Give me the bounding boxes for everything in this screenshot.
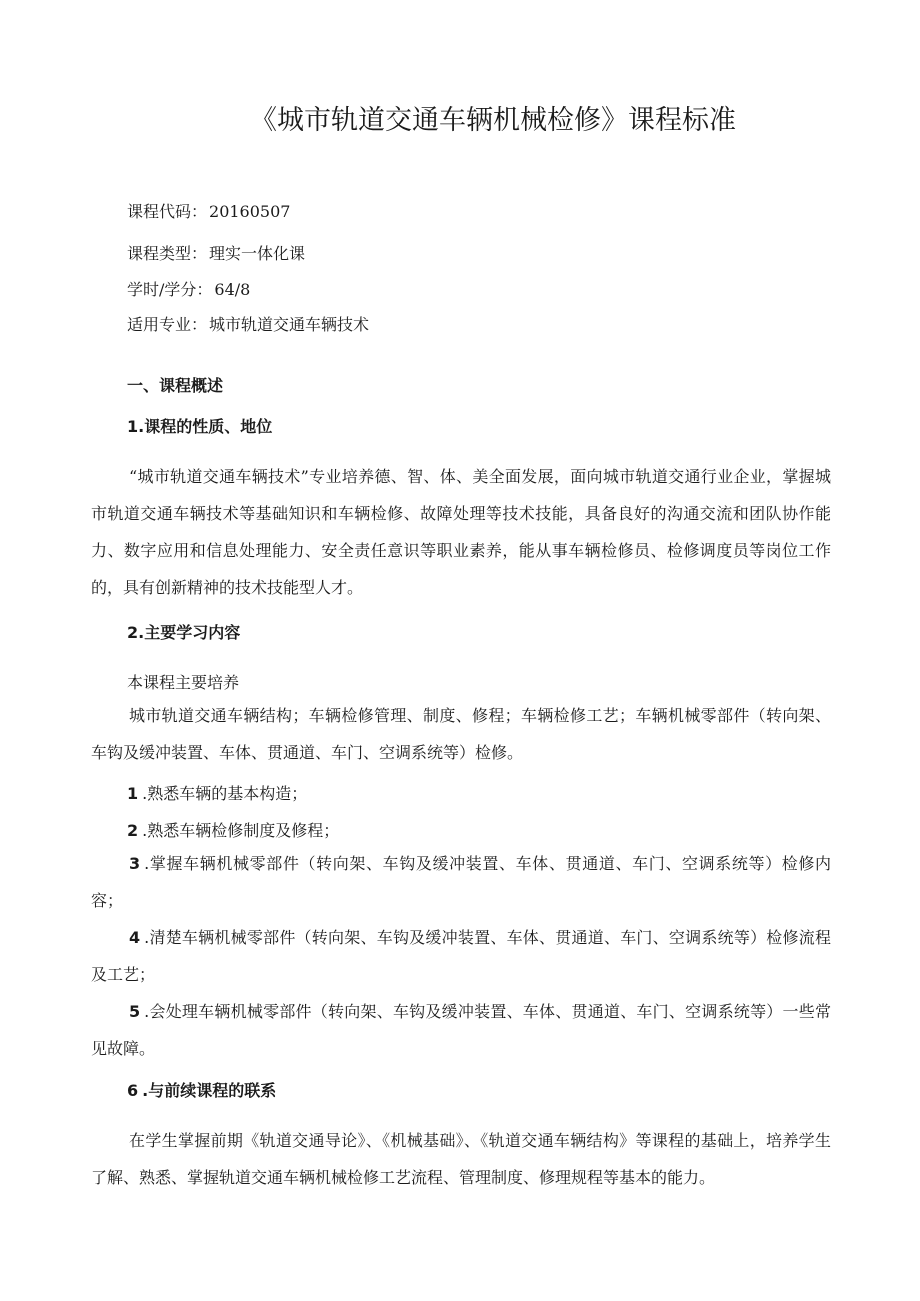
section-heading-overview: 一、课程概述 [127,376,224,395]
subsection-heading-content: 2.主要学习内容 [127,623,241,642]
meta-value: 64/8 [214,280,251,299]
list-item [91,845,831,919]
paragraph-content: 城市轨道交通车辆结构；车辆检修管理、制度、修程；车辆检修工艺；车辆机械零部件（转向架、车钩及缓冲装置、车体、贯通道、车门、空调系统等）检修。 [91,706,831,762]
meta-course-code [127,199,290,222]
meta-major [127,312,369,335]
meta-value: 城市轨道交通车辆技术 [209,315,370,334]
list-item-number: 5 [129,1002,141,1021]
list-item-number: 1 [127,784,139,803]
list-item [91,993,831,1067]
meta-value: 20160507 [209,202,291,221]
list-item [127,818,339,841]
list-item-text: .清楚车辆机械零部件（转向架、车钩及缓冲装置、车体、贯通道、车门、空调系统等）检修流程及工艺； [91,928,831,984]
list-item-text: .熟悉车辆的基本构造； [142,784,308,803]
meta-label: 课程类型： [127,244,208,263]
meta-label: 学时/学分： [127,280,213,299]
paragraph-nature: “城市轨道交通车辆技术”专业培养德、智、体、美全面发展，面向城市轨道交通行业企业，掌握城市轨道交通车辆技术等基础知识和车辆检修、故障处理等技术技能，具备良好的沟通交流和团队协作能力、数字应用和信息处理能力、安全责任意识等职业素养，能从事车辆检修员、检修调度员等岗位工作的，具有创新精神的技术技能型人才。 [91,467,831,597]
document-title: 《城市轨道交通车辆机械检修》课程标准 [250,105,736,136]
list-item-text: .掌握车辆机械零部件（转向架、车钩及缓冲装置、车体、贯通道、车门、空调系统等）检修内容； [91,854,831,910]
list-item [91,919,831,993]
meta-hours-credits [127,277,250,300]
meta-label: 适用专业： [127,315,208,334]
list-item-number: 4 [129,928,141,947]
paragraph-intro: 本课程主要培养 [127,673,240,692]
heading-text: .与前续课程的联系 [142,1081,277,1100]
meta-label: 课程代码： [127,202,208,221]
list-item-number: 2 [127,821,139,840]
list-item-number: 3 [129,854,141,873]
list-item [127,781,307,804]
list-item-text: .会处理车辆机械零部件（转向架、车钩及缓冲装置、车体、贯通道、车门、空调系统等）一些常见故障。 [91,1002,831,1058]
meta-course-type [127,241,305,264]
list-item-text: .熟悉车辆检修制度及修程； [142,821,340,840]
heading-number: 6 [127,1081,139,1100]
paragraph-prerequisites: 在学生掌握前期《轨道交通导论》、《机械基础》、《轨道交通车辆结构》等课程的基础上，培养学生了解、熟悉、掌握轨道交通车辆机械检修工艺流程、管理制度、修理规程等基本的能力。 [91,1131,831,1187]
subsection-heading-nature: 1.课程的性质、地位 [127,417,273,436]
meta-value: 理实一体化课 [209,244,306,263]
subsection-heading-prerequisites [127,1078,276,1101]
